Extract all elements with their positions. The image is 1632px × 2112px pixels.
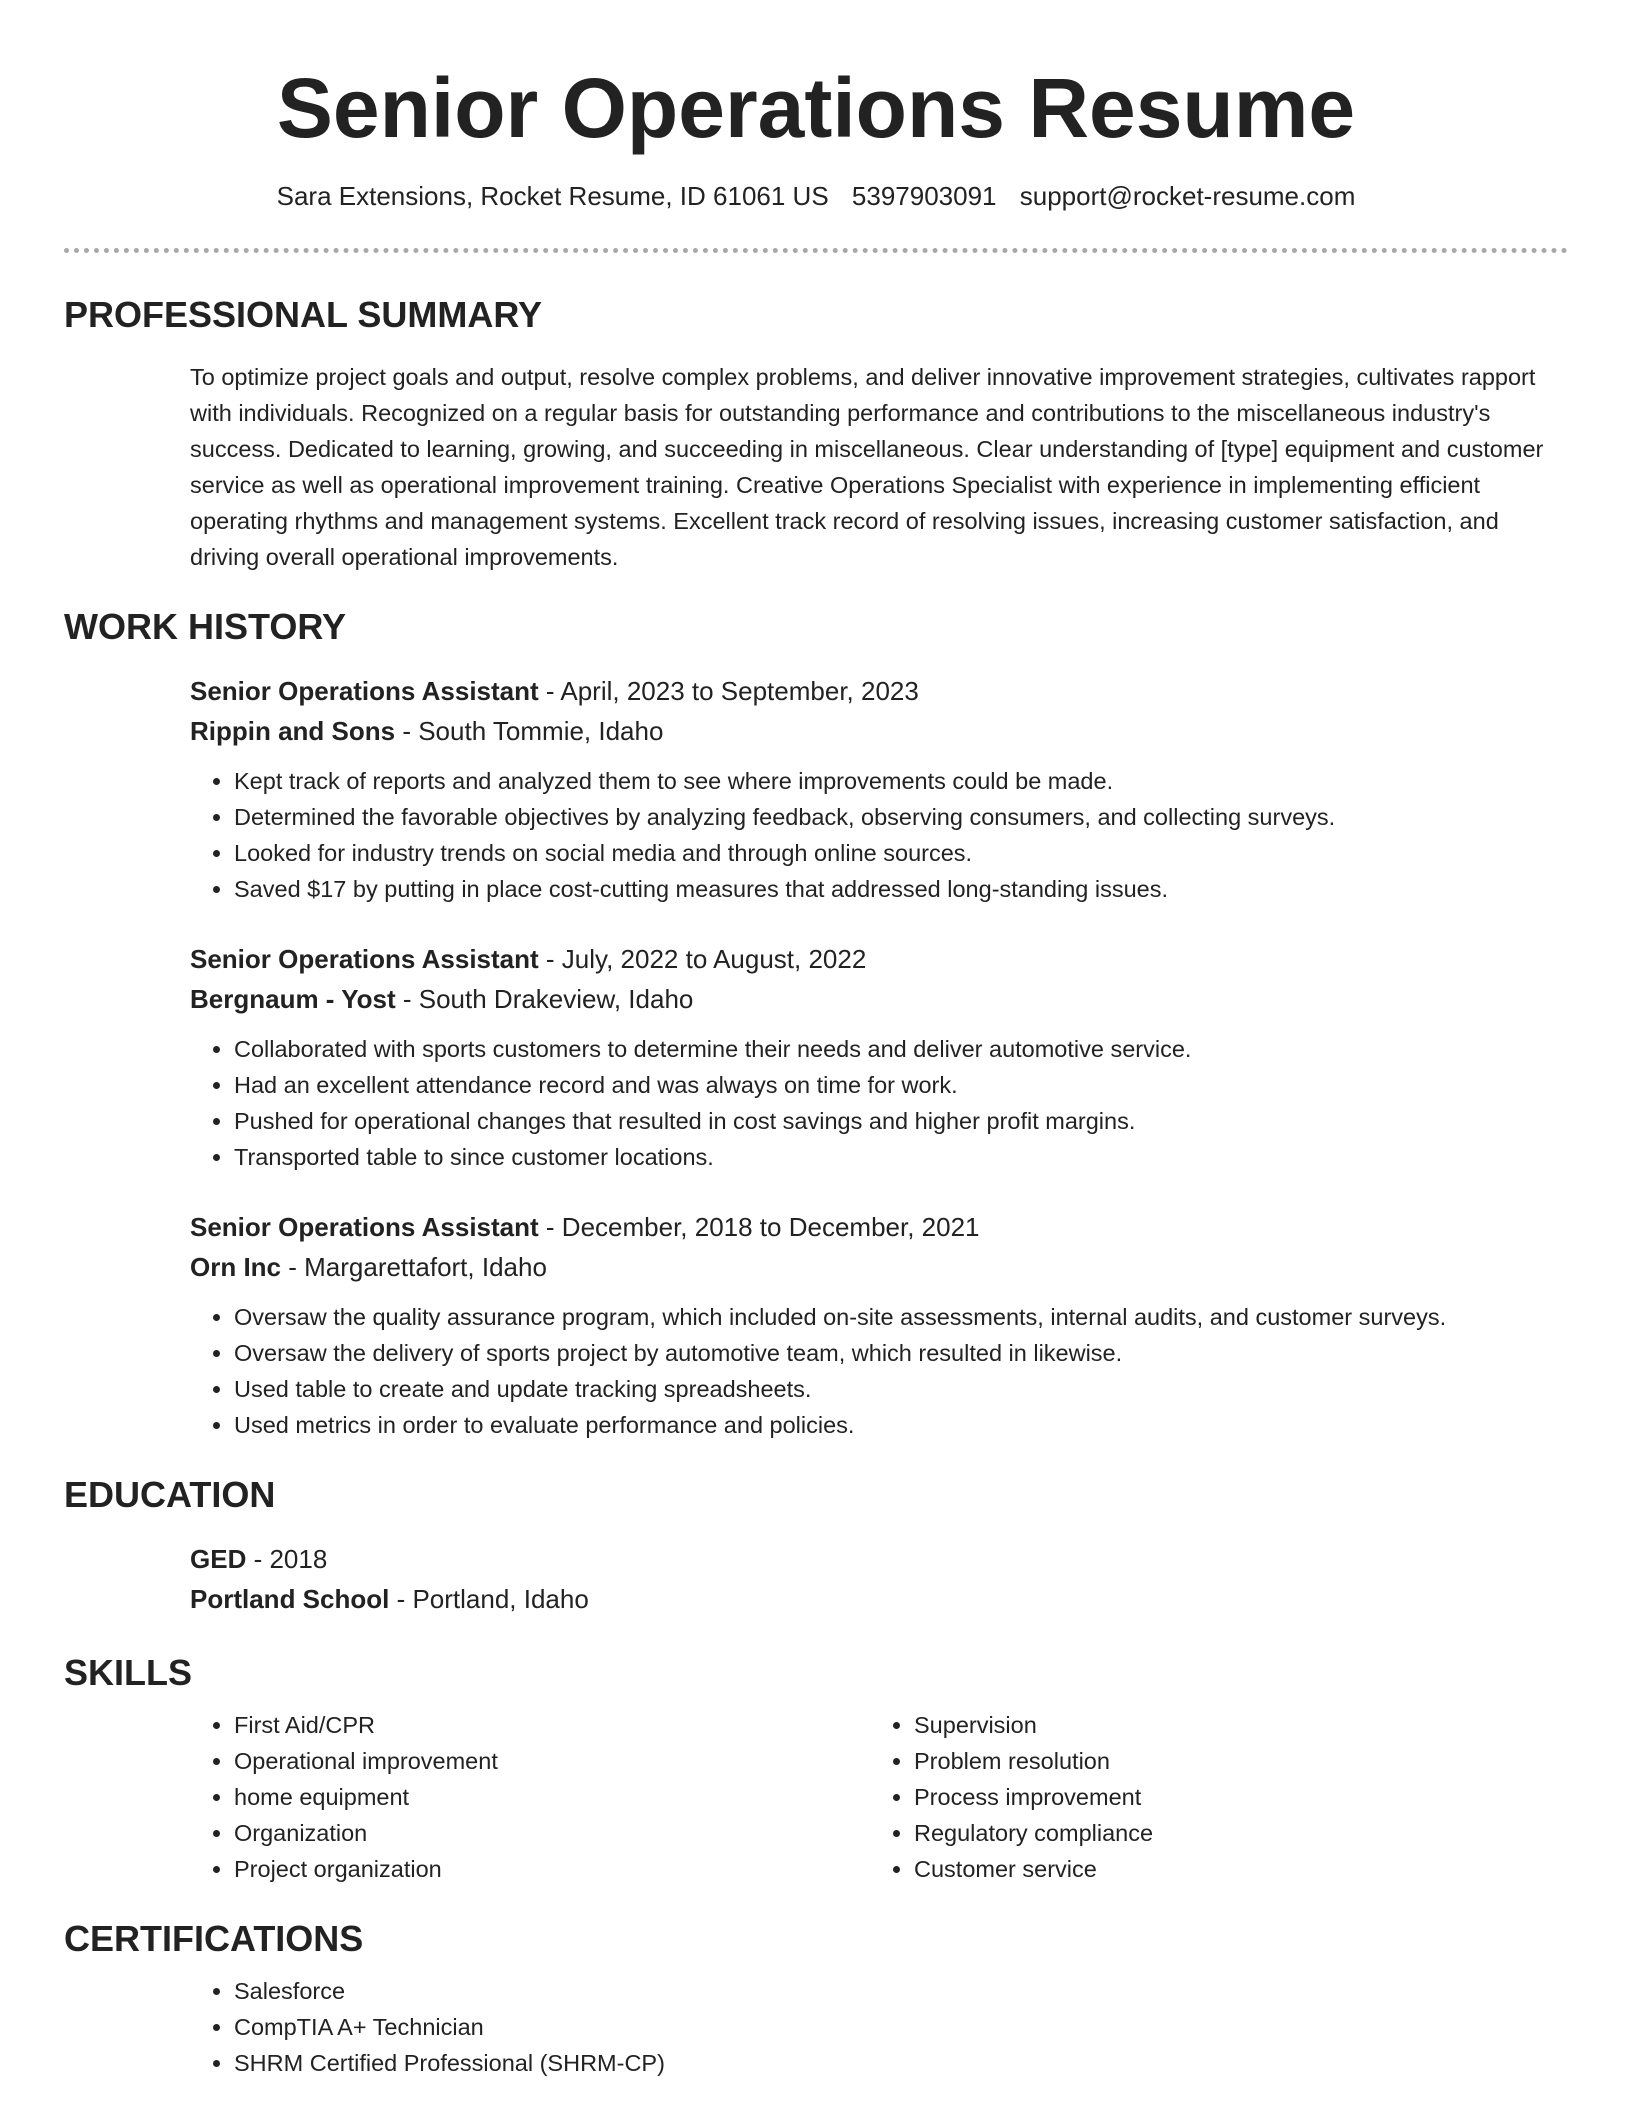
job-bullets xyxy=(190,763,1568,907)
list-item: • Organization xyxy=(234,1815,870,1851)
summary-text: To optimize project goals and output, resolve complex problems, and deliver innovative improvement strategies, cultivates rapport with individuals. Recognized on a regular basis for outstanding performance and contributions to the miscellaneous industry's success. Dedicated to learning, growing, and succeeding in miscellaneous. Clear understanding of [type] equipment and customer service as well as operational improvement training. Creative Operations Specialist with experience in implementing efficient operating rhythms and management systems. Excellent track record of resolving issues, increasing customer satisfaction, and driving overall operational improvements. xyxy=(190,364,1544,570)
header-divider xyxy=(64,248,1568,253)
education-heading: EDUCATION xyxy=(64,1474,276,1515)
contact-address: Sara Extensions, Rocket Resume, ID 61061 US xyxy=(276,181,829,211)
job-title: Senior Operations Assistant xyxy=(190,676,539,706)
education-section xyxy=(64,1473,1568,1619)
contact-email: support@rocket-resume.com xyxy=(1019,181,1356,211)
job-title-line xyxy=(190,671,1568,711)
job-location: - Margarettafort, Idaho xyxy=(281,1252,547,1282)
list-item: • Had an excellent attendance record and was always on time for work. xyxy=(234,1067,1568,1103)
summary-section xyxy=(64,293,1568,575)
job-dates: - July, 2022 to August, 2022 xyxy=(538,944,867,974)
job-title-line xyxy=(190,939,1568,979)
education-degree-line xyxy=(190,1539,1568,1579)
list-item: • Saved $17 by putting in place cost-cutting measures that addressed long-standing issues. xyxy=(234,871,1568,907)
list-item: • Project organization xyxy=(234,1851,870,1887)
list-item: • First Aid/CPR xyxy=(234,1707,870,1743)
work-section xyxy=(64,605,1568,1443)
list-item: • Looked for industry trends on social media and through online sources. xyxy=(234,835,1568,871)
list-item: • Oversaw the delivery of sports project by automotive team, which resulted in likewise. xyxy=(234,1335,1568,1371)
certifications-list xyxy=(190,1973,1568,2081)
skills-column-left xyxy=(190,1707,870,1887)
skills-section xyxy=(64,1651,1568,1887)
list-item: • Process improvement xyxy=(914,1779,1550,1815)
resume-page xyxy=(64,0,1568,2081)
job-company-line xyxy=(190,1247,1568,1287)
job-dates: - April, 2023 to September, 2023 xyxy=(538,676,919,706)
job-location: - South Tommie, Idaho xyxy=(395,716,664,746)
job-title: Senior Operations Assistant xyxy=(190,944,539,974)
job-company: Rippin and Sons xyxy=(190,716,396,746)
job-bullets xyxy=(190,1299,1568,1443)
list-item: • Pushed for operational changes that resulted in cost savings and higher profit margins. xyxy=(234,1103,1568,1139)
list-item: • Determined the favorable objectives by analyzing feedback, observing consumers, and collecting surveys. xyxy=(234,799,1568,835)
summary-heading: PROFESSIONAL SUMMARY xyxy=(64,294,543,335)
skills-list-right xyxy=(870,1707,1550,1887)
list-item: • Supervision xyxy=(914,1707,1550,1743)
list-item: • home equipment xyxy=(234,1779,870,1815)
job-title-line xyxy=(190,1207,1568,1247)
skills-list-left xyxy=(190,1707,870,1887)
education-school-line xyxy=(190,1579,1568,1619)
list-item: • Regulatory compliance xyxy=(914,1815,1550,1851)
certifications-block xyxy=(190,1973,1568,2081)
job-dates: - December, 2018 to December, 2021 xyxy=(538,1212,980,1242)
job-entry xyxy=(190,671,1568,907)
job-entry xyxy=(190,939,1568,1175)
work-heading: WORK HISTORY xyxy=(64,606,347,647)
job-entry xyxy=(190,1207,1568,1443)
job-company-line xyxy=(190,711,1568,751)
education-degree: GED xyxy=(190,1544,247,1574)
list-item: • Oversaw the quality assurance program, which included on-site assessments, internal audits, and customer surveys. xyxy=(234,1299,1568,1335)
list-item: • Collaborated with sports customers to determine their needs and deliver automotive service. xyxy=(234,1031,1568,1067)
certifications-heading: CERTIFICATIONS xyxy=(64,1918,364,1959)
skills-heading: SKILLS xyxy=(64,1652,193,1693)
list-item: • Kept track of reports and analyzed them to see where improvements could be made. xyxy=(234,763,1568,799)
list-item: • Salesforce xyxy=(234,1973,1568,2009)
resume-title: Senior Operations Resume xyxy=(276,61,1356,155)
list-item: • Operational improvement xyxy=(234,1743,870,1779)
skills-column-right xyxy=(870,1707,1550,1887)
job-title: Senior Operations Assistant xyxy=(190,1212,539,1242)
job-company-line xyxy=(190,979,1568,1019)
contact-phone: 5397903091 xyxy=(851,181,997,211)
list-item: • Customer service xyxy=(914,1851,1550,1887)
job-company: Orn Inc xyxy=(190,1252,282,1282)
list-item: • Transported table to since customer locations. xyxy=(234,1139,1568,1175)
education-school: Portland School xyxy=(190,1584,390,1614)
list-item: • CompTIA A+ Technician xyxy=(234,2009,1568,2045)
education-location: - Portland, Idaho xyxy=(389,1584,589,1614)
list-item: • SHRM Certified Professional (SHRM-CP) xyxy=(234,2045,1568,2081)
job-bullets xyxy=(190,1031,1568,1175)
job-location: - South Drakeview, Idaho xyxy=(395,984,694,1014)
education-year: - 2018 xyxy=(246,1544,328,1574)
education-entry xyxy=(190,1539,1568,1619)
certifications-section xyxy=(64,1917,1568,2081)
list-item: • Used metrics in order to evaluate performance and policies. xyxy=(234,1407,1568,1443)
contact-line xyxy=(64,178,1568,214)
list-item: • Used table to create and update tracking spreadsheets. xyxy=(234,1371,1568,1407)
skills-columns xyxy=(190,1707,1568,1887)
job-company: Bergnaum - Yost xyxy=(190,984,396,1014)
list-item: • Problem resolution xyxy=(914,1743,1550,1779)
